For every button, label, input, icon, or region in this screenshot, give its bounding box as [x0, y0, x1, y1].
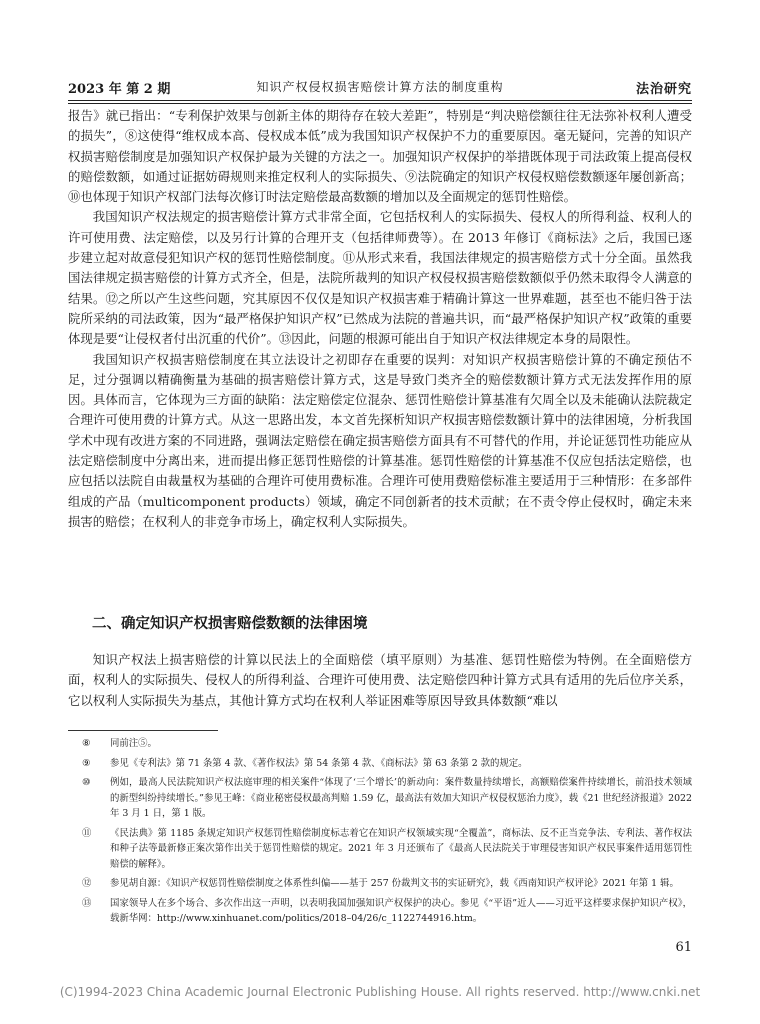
footnote-mark: ⑨	[82, 757, 91, 769]
footnotes	[68, 736, 692, 931]
page-number: 61	[675, 940, 692, 955]
footnote	[68, 896, 692, 927]
footnote-text: 例如，最高人民法院知识产权法庭审理的相关案件“体现了‘三个增长’的新动向：案件数量持续增长，高额赔偿案件持续增长，前沿技术领域的新型纠纷持续增长。”参见王峰：《商业秘密侵权最高判赔 1.59 亿，最高法有效加大知识产权侵权惩治力度》，载《21 世纪经济报道》2022 年 3 月 1 日，第 1 版。	[110, 777, 692, 819]
paragraph: 我国知识产权法规定的损害赔偿计算方式非常全面，它包括权利人的实际损失、侵权人的所得利益、权利人的许可使用费、法定赔偿，以及另行计算的合理开支（包括律师费等）。在 2013 年修订《商标法》之后，我国已逐步建立起对故意侵犯知识产权的惩罚性赔偿制度。⑪从形式来看，我国法律规定的损害赔偿方式十分全面。虽然我国法律规定损害赔偿的计算方式齐全，但是，法院所裁判的知识产权侵权损害赔偿数额似乎仍然未取得令人满意的结果。⑫之所以产生这些问题，究其原因不仅仅是知识产权损害难于精确计算这一世界难题，甚至也不能归咎于法院所采纳的司法政策，因为“最严格保护知识产权”已然成为法院的普遍共识，而“最严格保护知识产权”政策的重要体现是要“让侵权者付出沉重的代价”。⑬因此，问题的根源可能出自于知识产权法律规定本身的局限性。	[68, 209, 692, 347]
body-text	[68, 106, 692, 532]
footnote-mark: ⑧	[82, 738, 91, 749]
footnote	[68, 876, 692, 892]
footnote-mark: ⑬	[82, 897, 92, 909]
footnote-rule	[68, 730, 218, 731]
footnote	[68, 775, 692, 822]
footnote-mark: ⑫	[82, 878, 92, 889]
section-text	[68, 650, 692, 711]
header-rule-thick	[68, 100, 692, 101]
issue-label: 2023 年 第 2 期	[68, 82, 171, 97]
footnote-text: 参见《专利法》第 71 条第 4 款、《著作权法》第 54 条第 4 款、《商标法》第 63 条第 2 款的规定。	[110, 757, 528, 769]
paragraph: 我国知识产权损害赔偿制度在其立法设计之初即存在重要的误判：对知识产权损害赔偿计算的不确定预估不足，过分强调以精确衡量为基础的损害赔偿计算方式，这是导致门类齐全的赔偿数额计算方式无法发挥作用的原因。具体而言，它体现为三方面的缺陷：法定赔偿定位混杂、惩罚性赔偿计算基准有欠周全以及未能确认法院裁定合理许可使用费的计算方式。从这一思路出发，本文首先探析知识产权损害赔偿数额计算中的法律困境，分析我国学术中现有改进方案的不同进路，强调法定赔偿在确定损害赔偿方面具有不可替代的作用，并论证惩罚性功能应从法定赔偿制度中分离出来，进而提出修正惩罚性赔偿的计算基准。惩罚性赔偿的计算基准不仅应包括法定赔偿，也应包括以法院自由裁量权为基础的合理许可使用费标准。合理许可使用费赔偿标准主要适用于三种情形：在多部件组成的产品（multicomponent products）领域，确定不同创新者的技术贡献；在不责令停止侵权时，确定未来损害的赔偿；在权利人的非竞争市场上，确定权利人实际损失。	[68, 351, 692, 529]
footnote-text: 同前注⑤。	[110, 738, 157, 749]
footnote-mark: ⑩	[82, 777, 91, 788]
paragraph: 知识产权法上损害赔偿的计算以民法上的全面赔偿（填平原则）为基准、惩罚性赔偿为特例。在全面赔偿方面，权利人的实际损失、侵权人的所得利益、合理许可使用费、法定赔偿四种计算方式具有适用的先后位序关系，它以权利人实际损失为基点，其他计算方式均在权利人举证困难等原因导致具体数额“难以	[68, 652, 692, 708]
footnote	[68, 736, 692, 752]
footnote-text: 《民法典》第 1185 条规定知识产权惩罚性赔偿制度标志着它在知识产权领域实现“全覆盖”，商标法、反不正当竞争法、专利法、著作权法和种子法等最新修正案次第作出关于惩罚性赔偿的规定。2021 年 3 月还颁布了《最高人民法院关于审理侵害知识产权民事案件适用惩罚性赔偿的解释》。	[110, 827, 692, 870]
section-heading: 二、确定知识产权损害赔偿数额的法律困境	[92, 616, 368, 632]
article-title: 知识产权侵权损害赔偿计算方法的制度重构	[256, 80, 504, 94]
footnote-mark: ⑪	[82, 827, 92, 839]
footnote-text: 参见胡自源：《知识产权惩罚性赔偿制度之体系性纠偏——基于 257 份裁判文书的实证研究》，载《西南知识产权评论》2021 年第 1 辑。	[110, 878, 679, 889]
footnote	[68, 756, 692, 772]
paragraph: 报告》就已指出：“专利保护效果与创新主体的期待存在较大差距”，特别是“判决赔偿额往往无法弥补权利人遭受的损失”，⑧这使得“维权成本高、侵权成本低”成为我国知识产权保护不力的重要原因。毫无疑问，完善的知识产权损害赔偿制度是加强知识产权保护最为关键的方法之一。加强知识产权保护的举措既体现于司法政策上提高侵权的赔偿数额，如通过证据妨碍规则来推定权利人的实际损失、⑨法院确定的知识产权侵权赔偿数额逐年屡创新高；⑩也体现于知识产权部门法每次修订时法定赔偿最高数额的增加以及全面规定的惩罚性赔偿。	[68, 108, 692, 205]
header-rule-thin	[68, 103, 692, 104]
footnote-text: 国家领导人在多个场合、多次作出这一声明，以表明我国加强知识产权保护的决心。参见《“平语”近人——习近平这样要求保护知识产权》，载新华网：http://www.xinhuanet.com/politics/2018–04/26/c_1122744916.htm。	[110, 897, 692, 924]
journal-name: 法治研究	[635, 82, 692, 97]
copyright-watermark: (C)1994-2023 China Academic Journal Electronic Publishing House. All rights reserved. http://www.cnki.net	[59, 985, 701, 999]
footnote	[68, 826, 692, 873]
running-header	[68, 76, 692, 100]
